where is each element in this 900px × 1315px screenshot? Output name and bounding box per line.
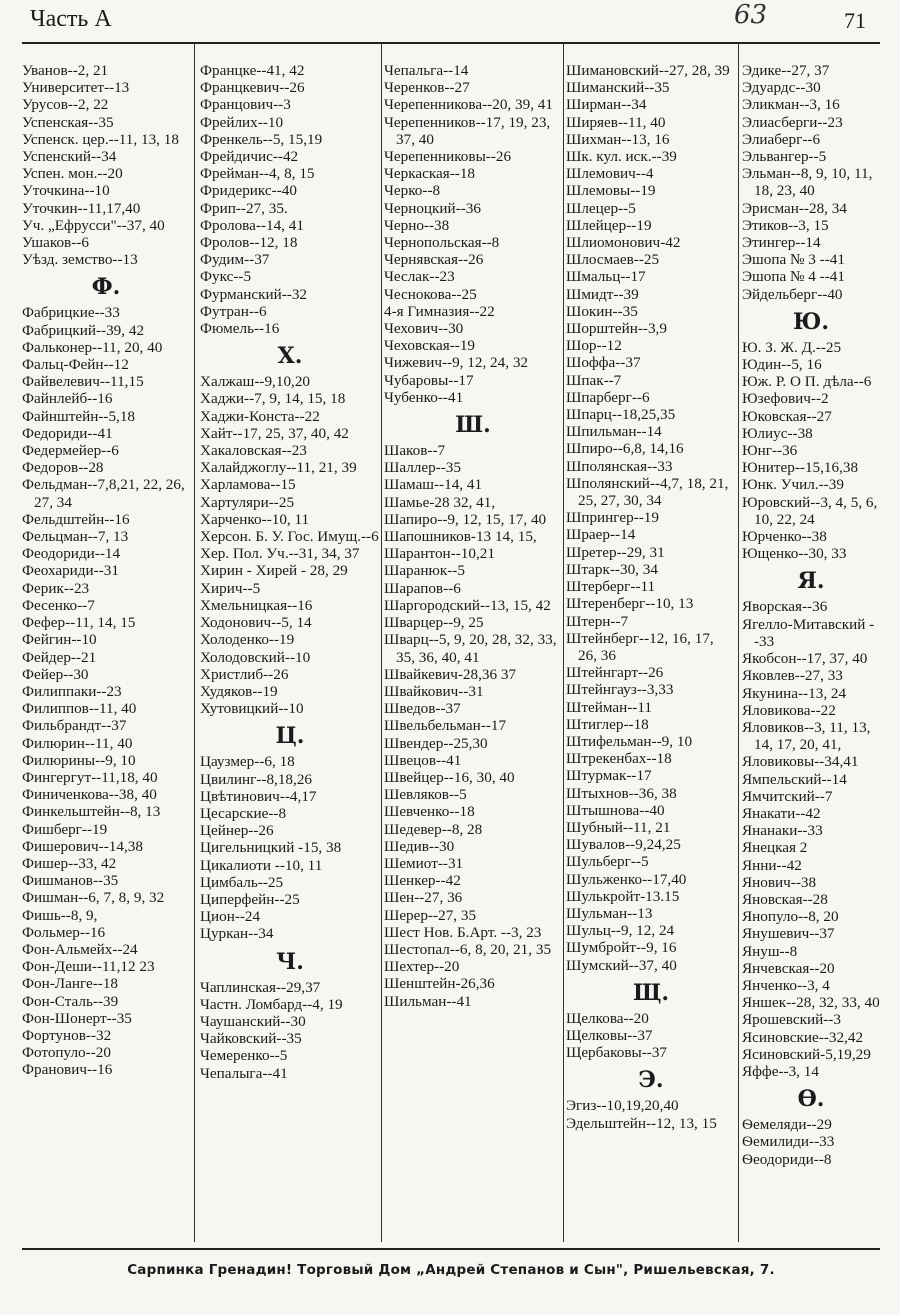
- index-entry: Цейнер--26: [200, 822, 274, 840]
- index-entry: Ющенко--30, 33: [742, 545, 847, 563]
- index-entry: Фон-Альмейх--24: [22, 940, 138, 958]
- section-letter: Э.: [638, 1067, 664, 1094]
- index-entry: Харламова--15: [200, 476, 296, 494]
- index-entry: Францкевич--26: [200, 79, 305, 97]
- index-entry: Шлемович--4: [566, 165, 654, 183]
- index-entry: Шпильман--14: [566, 423, 662, 441]
- index-entry: Эшопа № 4 --41: [742, 268, 845, 286]
- index-entry: Ѳемилиди--33: [742, 1133, 835, 1151]
- index-entry: Холодовский--10: [200, 648, 311, 666]
- index-entry: Фабрицкий--39, 42: [22, 321, 145, 339]
- index-entry: Фейдер--21: [22, 648, 97, 666]
- index-entry: Фишерович--14,38: [22, 837, 143, 855]
- index-entry: Францке--41, 42: [200, 62, 305, 79]
- index-entry: Фишер--33, 42: [22, 854, 117, 872]
- index-entry: Фон-Ланге--18: [22, 975, 119, 993]
- bottom-rule: [22, 1248, 880, 1250]
- index-entry: Успенск. цер.--11, 13, 18: [22, 130, 179, 148]
- index-entry: Финкельштейн--8, 13: [22, 803, 161, 821]
- index-column-5: [742, 44, 880, 1249]
- index-entry: Элиасберги--23: [742, 113, 843, 131]
- index-entry: Федоров--28: [22, 459, 104, 477]
- index-entry: Частн. Ломбард--4, 19: [200, 995, 343, 1013]
- index-entry: Чайковский--35: [200, 1030, 302, 1048]
- index-entry: Янецкая 2: [742, 839, 808, 857]
- index-entry: Фильбрандт--37: [22, 717, 127, 735]
- index-entry: Шамье-28 32, 41,: [384, 493, 496, 511]
- index-entry: Эшопа № 3 --41: [742, 251, 845, 269]
- index-entry: Штейнгауз--3,33: [566, 681, 674, 699]
- section-letter: Ч.: [276, 948, 304, 975]
- index-entry: Шварцер--9, 25: [384, 614, 484, 632]
- index-entry: Фишберг--19: [22, 820, 108, 838]
- index-entry: Фефер--11, 14, 15: [22, 614, 136, 632]
- index-entry: Шильман--41: [384, 992, 472, 1010]
- index-entry: Шумский--37, 40: [566, 956, 677, 974]
- index-entry: Ѳеодориди--8: [742, 1150, 832, 1168]
- index-entry: Шульман--13: [566, 904, 653, 922]
- index-entry: Шмальц--17: [566, 268, 646, 286]
- index-entry: Юнг--36: [742, 442, 798, 460]
- index-entry: Швельбельман--17: [384, 717, 507, 735]
- index-entry: Шаллер--35: [384, 459, 461, 477]
- page-number: 71: [844, 8, 866, 33]
- index-entry: Цион--24: [200, 908, 261, 926]
- index-entry: Яловиков--3, 11, 13, 14, 17, 20, 41,: [742, 718, 871, 754]
- column-divider: [381, 44, 382, 1242]
- index-entry: Яффе--3, 14: [742, 1062, 819, 1080]
- index-entry: Фельдштейн--16: [22, 510, 130, 528]
- index-entry: Юдин--5, 16: [742, 356, 822, 374]
- section-letter: Ф.: [91, 274, 121, 301]
- index-entry: Хирич--5: [200, 579, 261, 597]
- index-entry: Цесарские--8: [200, 804, 287, 822]
- index-entry: Чеховская--19: [384, 337, 476, 355]
- index-entry: Фрейман--4, 8, 15: [200, 165, 315, 183]
- index-entry: Шульберг--5: [566, 853, 649, 871]
- index-entry: Эльвангер--5: [742, 148, 827, 166]
- index-entry: Францович--3: [200, 96, 291, 114]
- index-entry: Ушаков--6: [22, 234, 89, 252]
- index-entry: Фесенко--7: [22, 596, 95, 614]
- index-entry: Шпарберг--6: [566, 388, 650, 406]
- section-letter: Ц.: [275, 723, 305, 750]
- index-entry: Черенков--27: [384, 79, 470, 97]
- index-entry: Уѣзд. земство--13: [22, 251, 138, 269]
- index-entry: Шумбройт--9, 16: [566, 939, 677, 957]
- index-entry: Эгиз--10,19,20,40: [566, 1097, 679, 1115]
- index-entry: Шапиро--9, 12, 15, 17, 40: [384, 510, 547, 528]
- index-entry: Чехович--30: [384, 320, 464, 338]
- index-entry: Этингер--14: [742, 234, 821, 252]
- index-entry: Щелкова--20: [566, 1009, 649, 1027]
- index-entry: Ярошевский--3: [742, 1011, 841, 1029]
- index-entry: Якобсон--17, 37, 40: [742, 650, 868, 668]
- index-entry: Шлиомонович-42: [566, 234, 681, 252]
- index-entry: Халжаш--9,10,20: [200, 373, 311, 391]
- index-entry: Юзефович--2: [742, 390, 829, 408]
- column-divider: [738, 44, 739, 1242]
- index-entry: Цимбаль--25: [200, 873, 284, 891]
- index-entry: Успенский--34: [22, 148, 117, 166]
- index-entry: Уточкина--10: [22, 182, 110, 200]
- index-entry: Фейер--30: [22, 665, 89, 683]
- index-columns: [22, 44, 880, 1249]
- index-entry: Шретер--29, 31: [566, 543, 665, 561]
- index-entry: Черкаская--18: [384, 165, 476, 183]
- index-entry: Шпрингер--19: [566, 509, 659, 527]
- index-entry: Успен. мон.--20: [22, 165, 123, 183]
- index-entry: Эрисман--28, 34: [742, 199, 847, 217]
- index-entry: Шаранюк--5: [384, 562, 465, 580]
- index-entry: Чемеренко--5: [200, 1047, 288, 1065]
- index-entry: Шокин--35: [566, 302, 638, 320]
- index-entry: Шпарц--18,25,35: [566, 406, 676, 424]
- index-entry: Чеснокова--25: [384, 285, 477, 303]
- index-entry: Яншек--28, 32, 33, 40: [742, 994, 880, 1012]
- index-entry: Штурмак--17: [566, 767, 652, 785]
- index-entry: Янопуло--8, 20: [742, 908, 839, 926]
- index-entry: Цвѣтинович--4,17: [200, 787, 317, 805]
- index-entry: Шварц--5, 9, 20, 28, 32, 33, 35, 36, 40, 41: [384, 631, 557, 666]
- section-letter: Щ.: [632, 979, 670, 1006]
- index-entry: Шпиро--6,8, 14,16: [566, 440, 684, 458]
- index-entry: Файнлейб--16: [22, 390, 113, 408]
- index-entry: Эдуардс--30: [742, 79, 821, 97]
- index-entry: Худяков--19: [200, 682, 278, 700]
- index-entry: Файнштейн--5,18: [22, 407, 136, 425]
- index-entry: Штифельман--9, 10: [566, 732, 693, 750]
- index-entry: Ясиновский-5,19,29: [742, 1045, 871, 1063]
- index-entry: Шлейцер--19: [566, 216, 652, 234]
- section-letter: Х.: [277, 343, 303, 370]
- index-entry: Фальц-Фейн--12: [22, 356, 129, 374]
- index-entry: Чаплинская--29,37: [200, 978, 321, 996]
- index-entry: Фишман--6, 7, 8, 9, 32: [22, 889, 165, 907]
- index-column-4: [566, 44, 736, 1249]
- index-entry: Феодориди--14: [22, 545, 121, 563]
- index-entry: Шарапов--6: [384, 579, 461, 597]
- index-entry: Штейман--11: [566, 698, 652, 716]
- index-entry: Шлемовы--19: [566, 182, 656, 200]
- index-entry: 4-я Гимназия--22: [384, 302, 495, 320]
- index-entry: Янушевич--37: [742, 925, 835, 943]
- index-entry: Штейнгарт--26: [566, 664, 664, 682]
- index-entry: Цикалиоти --10, 11: [200, 856, 323, 874]
- index-entry: Яловикова--22: [742, 701, 836, 719]
- index-entry: Янанаки--33: [742, 822, 823, 840]
- index-entry: Франович--16: [22, 1061, 113, 1079]
- index-entry: Шраер--14: [566, 526, 636, 544]
- index-entry: Черно--38: [384, 216, 450, 234]
- index-entry: Штерн--7: [566, 612, 629, 630]
- index-entry: Ямпельский--14: [742, 770, 847, 788]
- index-entry: Янчевская--20: [742, 959, 835, 977]
- index-entry: Шен--27, 36: [384, 889, 463, 907]
- index-entry: Университет--13: [22, 79, 130, 97]
- index-entry: Футран--6: [200, 302, 267, 320]
- index-entry: Шлосмаев--25: [566, 251, 660, 269]
- index-entry: Фудим--37: [200, 251, 270, 269]
- index-entry: Хартуляри--25: [200, 493, 295, 511]
- index-entry: Фингергут--11,18, 40: [22, 768, 158, 786]
- section-letter: Ш.: [455, 412, 491, 439]
- index-entry: Фролов--12, 18: [200, 234, 298, 252]
- index-entry: Штарк--30, 34: [566, 560, 658, 578]
- index-entry: Шорштейн--3,9: [566, 320, 667, 338]
- index-entry: Филюрины--9, 10: [22, 751, 136, 769]
- column-divider: [194, 44, 195, 1242]
- index-entry: Фурманский--32: [200, 285, 308, 303]
- index-entry: Шлецер--5: [566, 199, 636, 217]
- index-entry: Цвилинг--8,18,26: [200, 770, 313, 788]
- index-entry: Янченко--3, 4: [742, 976, 830, 994]
- index-entry: Ѳемеляди--29: [742, 1116, 832, 1134]
- index-entry: Шемиот--31: [384, 854, 464, 872]
- part-title: Часть А: [30, 6, 112, 32]
- index-entry: Ясиновские--32,42: [742, 1028, 864, 1046]
- index-entry: Фюмель--16: [200, 320, 280, 338]
- index-entry: Швейцер--16, 30, 40: [384, 768, 515, 786]
- index-entry: Чернопольская--8: [384, 234, 500, 252]
- index-entry: Фабрицкие--33: [22, 304, 120, 322]
- index-entry: Фрейлих--10: [200, 113, 284, 131]
- index-entry: Чепалыга--41: [200, 1064, 288, 1082]
- index-entry: Хирин - Хирей - 28, 29: [200, 562, 348, 580]
- index-entry: Хер. Пол. Уч.--31, 34, 37: [200, 545, 360, 563]
- index-entry: Файвелевич--11,15: [22, 373, 144, 391]
- index-entry: Уванов--2, 21: [22, 62, 109, 79]
- index-entry: Штеренберг--10, 13: [566, 595, 694, 613]
- index-column-1: [22, 44, 190, 1249]
- index-entry: Ширяев--11, 40: [566, 113, 666, 131]
- index-entry: Швендер--25,30: [384, 734, 488, 752]
- index-entry: Штрекенбах--18: [566, 750, 672, 768]
- index-entry: Шихман--13, 16: [566, 130, 670, 148]
- index-entry: Циперфейн--25: [200, 890, 300, 908]
- index-entry: Филиппаки--23: [22, 682, 122, 700]
- index-entry: Шевляков--5: [384, 786, 467, 804]
- index-entry: Эликман--3, 16: [742, 96, 840, 114]
- index-entry: Яворская--36: [742, 598, 828, 616]
- index-entry: Фейгин--10: [22, 631, 97, 649]
- index-column-2: [200, 44, 380, 1249]
- index-entry: Юрченко--38: [742, 528, 827, 546]
- index-entry: Шаков--7: [384, 442, 446, 460]
- section-letter: Я.: [797, 568, 825, 595]
- index-entry: Швайкевич-28,36 37: [384, 665, 517, 683]
- index-entry: Чубаровы--17: [384, 371, 474, 389]
- index-entry: Штейнберг--12, 16, 17, 26, 36: [566, 629, 714, 664]
- index-entry: Шерер--27, 35: [384, 906, 477, 924]
- handwritten-page-note: 63: [734, 0, 768, 30]
- index-entry: Яковлев--27, 33: [742, 667, 843, 685]
- index-entry: Фон-Шонерт--35: [22, 1009, 132, 1027]
- index-entry: Фукс--5: [200, 268, 252, 286]
- index-entry: Шапошников-13 14, 15,: [384, 528, 537, 546]
- index-entry: Шевченко--18: [384, 803, 475, 821]
- index-entry: Шведов--37: [384, 700, 461, 718]
- index-entry: Федермейер--6: [22, 442, 119, 460]
- index-entry: Фортунов--32: [22, 1026, 112, 1044]
- index-entry: Шубный--11, 21: [566, 818, 671, 836]
- index-entry: Янакати--42: [742, 804, 821, 822]
- index-entry: Швецов--41: [384, 751, 462, 769]
- index-entry: Фридерикс--40: [200, 182, 297, 200]
- index-entry: Чижевич--9, 12, 24, 32: [384, 354, 529, 372]
- index-entry: Шполянский--4,7, 18, 21, 25, 27, 30, 34: [566, 474, 729, 510]
- index-entry: Фальконер--11, 20, 40: [22, 338, 163, 356]
- index-entry: Шедив--30: [384, 837, 455, 855]
- index-entry: Щелковы--37: [566, 1026, 653, 1044]
- index-entry: Шедевер--8, 28: [384, 820, 483, 838]
- index-entry: Фон-Деши--11,12 23: [22, 958, 155, 976]
- index-entry: Шулькройт-13.15: [566, 887, 680, 905]
- index-entry: Юковская--27: [742, 407, 832, 425]
- index-entry: Чернявская--26: [384, 251, 484, 269]
- index-entry: Шувалов--9,24,25: [566, 836, 681, 854]
- index-entry: Фрип--27, 35.: [200, 199, 288, 217]
- index-column-3: [384, 44, 562, 1249]
- index-entry: Феохариди--31: [22, 562, 119, 580]
- index-entry: Ферик--23: [22, 579, 90, 597]
- index-entry: Фотопуло--20: [22, 1044, 111, 1062]
- index-entry: Христлиб--26: [200, 665, 289, 683]
- index-entry: Фельцман--7, 13: [22, 528, 129, 546]
- index-entry: Цуркан--34: [200, 925, 274, 943]
- index-entry: Хайт--17, 25, 37, 40, 42: [200, 424, 349, 442]
- index-entry: Шиманский--35: [566, 79, 670, 97]
- index-entry: Шк. кул. иск.--39: [566, 148, 677, 166]
- index-entry: Фрейдичис--42: [200, 148, 299, 166]
- index-entry: Шоффа--37: [566, 354, 641, 372]
- index-entry: Штиглер--18: [566, 715, 649, 733]
- index-entry: Уточкин--11,17,40: [22, 199, 141, 217]
- index-entry: Юж. Р. О П. дѣла--6: [742, 373, 872, 391]
- index-entry: Хаджи--7, 9, 14, 15, 18: [200, 390, 346, 408]
- index-entry: Харченко--10, 11: [200, 510, 310, 528]
- section-letter: Ю.: [793, 308, 829, 335]
- index-entry: Шаргородский--13, 15, 42: [384, 596, 551, 614]
- index-entry: Этиков--3, 15: [742, 216, 829, 234]
- index-entry: Шест Нов. Б.Арт. --3, 23: [384, 923, 542, 941]
- index-entry: Фишь--8, 9,: [22, 906, 98, 924]
- index-entry: Янович--38: [742, 873, 817, 891]
- index-entry: Шполянская--33: [566, 457, 673, 475]
- index-entry: Уч. „Ефрусси"--37, 40: [22, 216, 165, 234]
- index-entry: Херсон. Б. У. Гос. Имущ.--6: [200, 528, 379, 546]
- index-entry: Цигельницкий -15, 38: [200, 839, 342, 857]
- index-entry: Элиаберг--6: [742, 130, 821, 148]
- index-entry: Шор--12: [566, 337, 622, 355]
- index-entry: Юровский--3, 4, 5, 6, 10, 22, 24: [742, 493, 878, 528]
- index-entry: Штыхнов--36, 38: [566, 784, 677, 802]
- index-entry: Шенштейн-26,36: [384, 975, 495, 993]
- index-entry: Ягелло-Митавский --33: [742, 615, 875, 650]
- footer-advert: Сарпинка Гренадин! Торговый Дом „Андрей Степанов и Сын", Ришельевская, 7.: [127, 1262, 775, 1278]
- index-entry: Шульженко--17,40: [566, 870, 687, 888]
- index-entry: Ширман--34: [566, 96, 647, 114]
- index-entry: Ямчитский--7: [742, 787, 833, 805]
- index-entry: Ю. З. Ж. Д.--25: [742, 338, 842, 356]
- index-entry: Эльман--8, 9, 10, 11, 18, 23, 40: [742, 165, 873, 200]
- index-entry: Филиппов--11, 40: [22, 700, 137, 718]
- index-entry: Филюрин--11, 40: [22, 734, 133, 752]
- index-entry: Януш--8: [742, 942, 798, 960]
- index-entry: Фон-Сталь--39: [22, 992, 119, 1010]
- index-entry: Хмельницкая--16: [200, 596, 313, 614]
- index-entry: Яловиковы--34,41: [742, 753, 859, 771]
- section-letter: Ѳ.: [797, 1086, 825, 1113]
- index-entry: Черноцкий--36: [384, 199, 481, 217]
- index-entry: Финиченкова--38, 40: [22, 786, 157, 804]
- index-entry: Черепенников--17, 19, 23, 37, 40: [384, 113, 551, 148]
- index-entry: Шпак--7: [566, 371, 622, 389]
- page-header: [30, 0, 880, 44]
- column-divider: [563, 44, 564, 1242]
- index-entry: Успенская--35: [22, 113, 114, 131]
- index-entry: Фишманов--35: [22, 872, 119, 890]
- index-entry: Фролова--14, 41: [200, 216, 304, 234]
- index-entry: Черепенникова--20, 39, 41: [384, 96, 553, 114]
- index-entry: Чубенко--41: [384, 388, 464, 406]
- index-entry: Щербаковы--37: [566, 1044, 668, 1062]
- index-entry: Урусов--2, 22: [22, 96, 109, 114]
- index-entry: Фельдман--7,8,21, 22, 26, 27, 34: [22, 476, 185, 511]
- index-entry: Шимановский--27, 28, 39: [566, 62, 730, 79]
- index-entry: Халайджоглу--11, 21, 39: [200, 459, 357, 477]
- index-entry: Чепальга--14: [384, 62, 469, 79]
- index-entry: Шамаш--14, 41: [384, 476, 483, 494]
- index-entry: Эйдельберг--40: [742, 285, 843, 303]
- index-entry: Юнитер--15,16,38: [742, 459, 859, 477]
- index-entry: Якунина--13, 24: [742, 684, 847, 702]
- index-entry: Шехтер--20: [384, 958, 460, 976]
- index-entry: Штышнова--40: [566, 801, 665, 819]
- index-entry: Эдике--27, 37: [742, 62, 830, 79]
- index-entry: Хутовицкий--10: [200, 700, 304, 718]
- index-entry: Черепенниковы--26: [384, 148, 512, 166]
- index-entry: Яновская--28: [742, 890, 828, 908]
- index-entry: Цаузмер--6, 18: [200, 753, 295, 771]
- index-entry: Черко--8: [384, 182, 441, 200]
- index-entry: Холоденко--19: [200, 631, 295, 649]
- index-entry: Хаджи-Конста--22: [200, 407, 320, 425]
- index-entry: Швайкович--31: [384, 682, 484, 700]
- index-entry: Шестопал--6, 8, 20, 21, 35: [384, 940, 552, 958]
- index-entry: Юнк. Учил.--39: [742, 476, 844, 494]
- index-entry: Хакаловская--23: [200, 442, 307, 460]
- index-entry: Федориди--41: [22, 424, 113, 442]
- index-entry: Эдельштейн--12, 13, 15: [566, 1114, 717, 1132]
- index-entry: Шмидт--39: [566, 285, 639, 303]
- index-entry: Шенкер--42: [384, 872, 461, 890]
- index-entry: Шарантон--10,21: [384, 545, 495, 563]
- index-entry: Юлиус--38: [742, 424, 813, 442]
- index-entry: Шульц--9, 12, 24: [566, 922, 675, 940]
- index-entry: Чаушанский--30: [200, 1012, 306, 1030]
- index-entry: Штерберг--11: [566, 578, 656, 596]
- index-entry: Ходонович--5, 14: [200, 614, 312, 632]
- index-entry: Френкель--5, 15,19: [200, 130, 323, 148]
- index-entry: Янни--42: [742, 856, 802, 874]
- index-entry: Чеслак--23: [384, 268, 455, 286]
- index-entry: Фольмер--16: [22, 923, 106, 941]
